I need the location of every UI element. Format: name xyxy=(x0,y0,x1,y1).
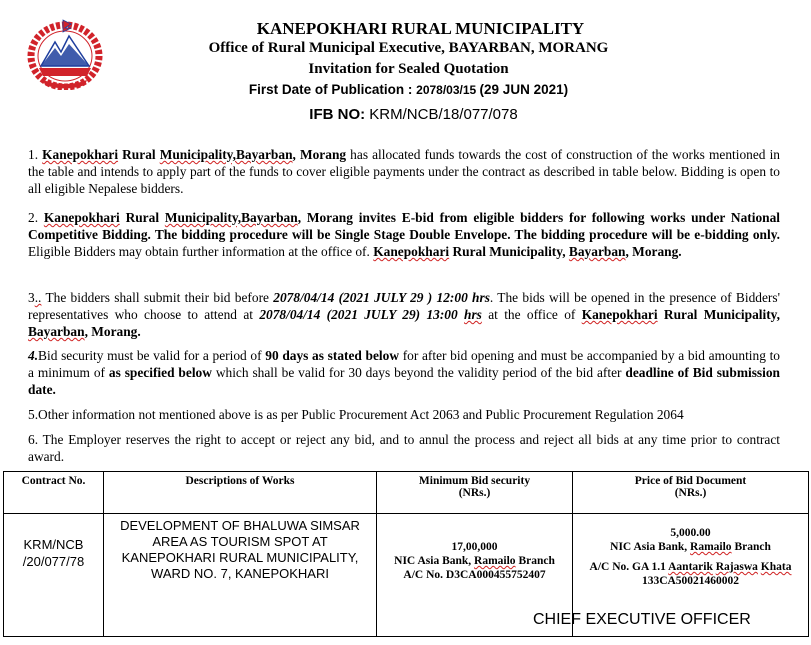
security-amount: 17,00,000 xyxy=(451,541,498,553)
header-contract-no: Contract No. xyxy=(4,472,104,514)
header-bid-price xyxy=(573,472,809,514)
price-bank xyxy=(573,540,808,554)
para3-office-a: Kanepokhari xyxy=(581,307,658,322)
paragraph-4 xyxy=(28,347,780,398)
para2-name-c: Municipality,Bayarban xyxy=(164,210,298,225)
para3-opening-a: 2078/04/14 (2021 JULY 29) 13:00 xyxy=(259,307,465,322)
para2-office-d: , Morang. xyxy=(625,244,682,259)
price-bank-c: Branch xyxy=(731,541,771,553)
para4-text3: which shall be valid for 30 days beyond the validity period of the bid after xyxy=(211,365,626,380)
ifb-value: KRM/NCB/18/077/078 xyxy=(369,106,518,123)
security-bank-a: NIC Asia Bank, xyxy=(394,555,475,567)
security-bank-c: Branch xyxy=(515,555,555,567)
price-ac-a: A/C No. GA 1.1 xyxy=(589,561,669,573)
para2-office-b: Rural Municipality, xyxy=(449,244,569,259)
header-bid-price-line1: Price of Bid Document xyxy=(634,475,747,487)
cell-contract-no xyxy=(4,514,104,637)
para1-num: 1. xyxy=(28,147,43,162)
para4-bold1: 90 days as stated below xyxy=(265,348,400,363)
para3-office-d: , Morang. xyxy=(84,324,141,339)
para1-municipality xyxy=(42,147,346,162)
header-bid-security-line1: Minimum Bid security xyxy=(418,475,531,487)
para3-text1: The bidders shall submit their bid before xyxy=(41,290,274,305)
publication-date-np: 2078/03/15 xyxy=(416,83,480,97)
para1-name-a: Kanepokhari xyxy=(42,147,119,162)
para4-bold2: as specified below xyxy=(108,365,212,380)
para1-name-c: Municipality,Bayarban xyxy=(159,147,293,162)
para1-name-d: , xyxy=(292,147,300,162)
header-description: Descriptions of Works xyxy=(104,472,377,514)
ifb-label: IFB NO: xyxy=(309,106,370,123)
contract-no-line2: /20/077/78 xyxy=(22,554,85,569)
para3-dots: .. xyxy=(34,290,42,305)
price-account-number: 133CA50021460002 xyxy=(641,575,740,587)
table-header-row xyxy=(4,472,809,514)
para3-text3: at the office of xyxy=(481,307,582,322)
para1-text: has allocated funds towards the cost of construction of the works mentioned in the table and intends to apply part of the funds to cover eligible payments under the contract as described in table below. Bidding is open to all eligible Nepalese bidders. xyxy=(28,147,780,196)
para3-opening-b: hrs xyxy=(464,307,482,322)
para2-name-d: , Morang invites E-bid from eligible bidders for following works under National Competitive Bidding. The bidding procedure will be Single Stage Double Envelope. The bidding procedure will be e-bidding only. xyxy=(28,210,781,242)
publication-date-en: (29 JUN 2021) xyxy=(479,82,569,97)
paragraph-3 xyxy=(28,289,780,340)
para2-name-a: Kanepokhari xyxy=(43,210,120,225)
para3-num: 3 xyxy=(28,290,35,305)
price-ac-f: Khata xyxy=(760,561,792,573)
signatory: CHIEF EXECUTIVE OFFICER xyxy=(533,611,751,628)
header-bid-security xyxy=(377,472,573,514)
para2-office xyxy=(373,244,681,259)
security-bank xyxy=(377,554,572,568)
para3-deadline: 2078/04/14 (2021 JULY 29 ) 12:00 hrs xyxy=(273,290,490,305)
price-amount: 5,000.00 xyxy=(670,527,711,539)
paragraph-5: 5.Other information not mentioned above is as per Public Procurement Act 2063 and Public Procurement Regulation 2064 xyxy=(28,407,684,422)
header-bid-price-line2: (NRs.) xyxy=(674,487,707,499)
para4-num: 4. xyxy=(28,348,39,363)
cell-description: DEVELOPMENT OF BHALUWA SIMSAR AREA AS TOURISM SPOT AT KANEPOKHARI RURAL MUNICIPALITY, WARD NO. 7, KANEPOKHARI xyxy=(104,514,377,637)
price-account xyxy=(573,560,808,574)
para1-name-e: Morang xyxy=(299,147,347,162)
price-ac-d: Rajaswa xyxy=(715,561,758,573)
para4-text1: Bid security must be valid for a period of xyxy=(38,348,266,363)
para4-bold3: deadline of Bid submission date. xyxy=(28,365,780,397)
para2-office-a: Kanepokhari xyxy=(373,244,450,259)
para2-office-c: Bayarban xyxy=(568,244,626,259)
invitation-title: Invitation for Sealed Quotation xyxy=(308,61,509,77)
para3-office-b: Rural Municipality, xyxy=(657,307,780,322)
ifb-number xyxy=(0,106,811,123)
para3-office-c: Bayarban xyxy=(28,324,85,339)
price-ac-b: Aantarik xyxy=(668,561,713,573)
municipality-title: KANEPOKHARI RURAL MUNICIPALITY xyxy=(256,19,585,38)
para4-text2: for after bid opening and must be accompanied by a bid amounting to a minimum of xyxy=(28,348,780,380)
para3-opening xyxy=(259,307,482,322)
para2-name-b: Rural xyxy=(119,210,165,225)
header-bid-security-line2: (NRs.) xyxy=(458,487,491,499)
publication-date-label: First Date of Publication : xyxy=(248,82,417,97)
office-title: Office of Rural Municipal Executive, BAYARBAN, MORANG xyxy=(208,40,609,56)
contract-no-line1: KRM/NCB xyxy=(23,537,84,552)
para2-text: Eligible Bidders may obtain further information at the office of. xyxy=(28,244,374,259)
paragraph-2 xyxy=(28,209,780,260)
price-bank-a: NIC Asia Bank, xyxy=(610,541,691,553)
para1-name-b: Rural xyxy=(118,147,160,162)
para3-text2: . The bids will be opened in the presence of Bidders' representatives who choose to attend at xyxy=(28,290,780,322)
security-bank-b: Ramailo xyxy=(474,555,516,567)
para2-num: 2. xyxy=(28,210,44,225)
security-account: A/C No. D3CA000455752407 xyxy=(403,569,546,581)
paragraph-6: 6. The Employer reserves the right to accept or reject any bid, and to annul the process and reject all bids at any time prior to contract award. xyxy=(28,432,780,464)
publication-date xyxy=(0,82,811,97)
para2-bold xyxy=(28,210,780,242)
paragraph-1 xyxy=(28,146,780,197)
price-bank-b: Ramailo xyxy=(690,541,732,553)
